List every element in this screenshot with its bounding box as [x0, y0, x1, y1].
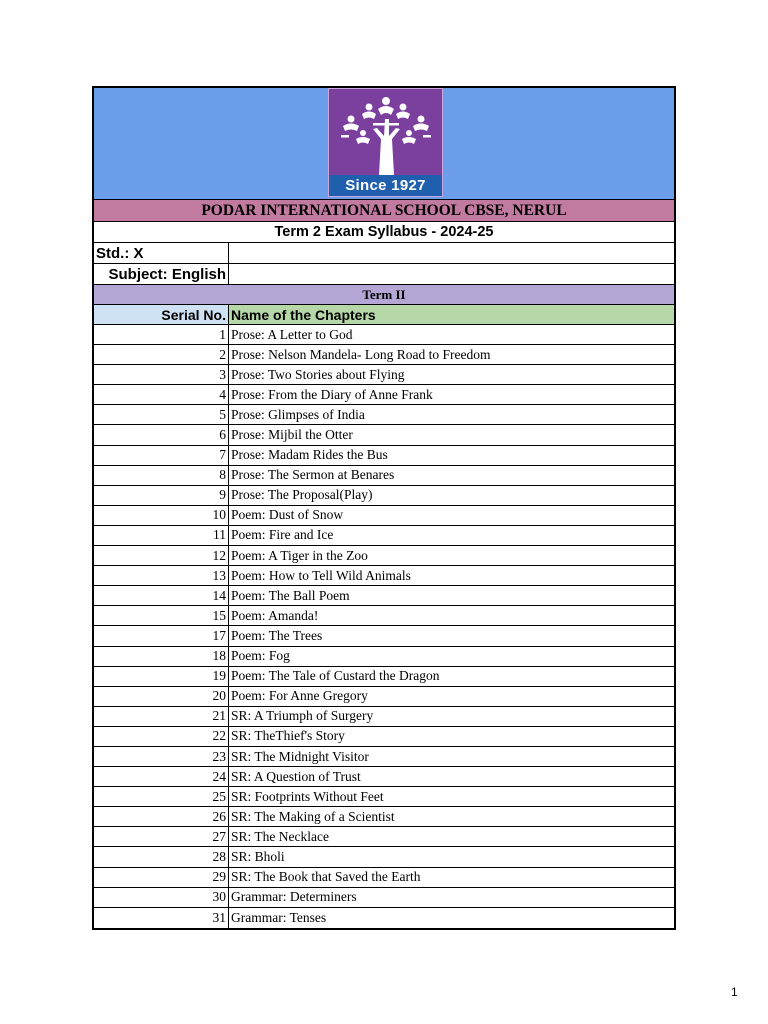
chapter-name: Prose: Mijbil the Otter: [231, 427, 353, 443]
chapter-name: SR: Bholi: [231, 848, 285, 864]
serial-number: 22: [94, 727, 229, 746]
chapter-name: Prose: The Proposal(Play): [231, 487, 373, 503]
serial-number: 15: [94, 606, 229, 625]
serial-number: 7: [94, 446, 229, 465]
serial-number: 2: [94, 345, 229, 364]
table-row: [94, 787, 674, 807]
table-row: [94, 446, 674, 466]
table-row: [94, 385, 674, 405]
serial-number: 14: [94, 586, 229, 605]
syllabus-sheet: [92, 86, 676, 930]
table-row: [94, 807, 674, 827]
table-row: [94, 546, 674, 566]
chapter-name: Prose: The Sermon at Benares: [231, 467, 395, 483]
table-row: [94, 586, 674, 606]
serial-number: 25: [94, 787, 229, 806]
table-row: [94, 687, 674, 707]
chapter-name: Poem: For Anne Gregory: [231, 688, 368, 704]
table-row: [94, 827, 674, 847]
table-row: [94, 526, 674, 546]
serial-number: 20: [94, 687, 229, 706]
serial-number: 1: [94, 325, 229, 344]
chapter-name: Prose: Two Stories about Flying: [231, 366, 405, 382]
chapter-name: Grammar: Determiners: [231, 889, 357, 905]
chapter-name: SR: A Triumph of Surgery: [231, 708, 374, 724]
chapter-name: SR: Footprints Without Feet: [231, 788, 384, 804]
serial-number: 30: [94, 888, 229, 907]
serial-number: 17: [94, 626, 229, 645]
subject-label: Subject: English: [94, 264, 229, 284]
page-number: 1: [731, 985, 738, 999]
serial-number: 4: [94, 385, 229, 404]
serial-number: 9: [94, 486, 229, 505]
table-row: [94, 847, 674, 867]
serial-number: 31: [94, 908, 229, 928]
table-row: [94, 606, 674, 626]
serial-number: 21: [94, 707, 229, 726]
chapter-name: Poem: The Tale of Custard the Dragon: [231, 668, 440, 684]
serial-number: 13: [94, 566, 229, 585]
table-row: [94, 647, 674, 667]
chapter-name: Prose: Madam Rides the Bus: [231, 447, 388, 463]
serial-number: 27: [94, 827, 229, 846]
table-row: [94, 667, 674, 687]
serial-number: 28: [94, 847, 229, 866]
chapter-name: Prose: Nelson Mandela- Long Road to Freedom: [231, 346, 491, 362]
table-row: [94, 566, 674, 586]
chapter-name: SR: The Midnight Visitor: [231, 748, 369, 764]
chapter-name: Poem: How to Tell Wild Animals: [231, 567, 411, 583]
table-row: [94, 365, 674, 385]
chapter-name: Poem: Dust of Snow: [231, 507, 344, 523]
subject-row: [94, 264, 674, 285]
std-value-cell: [229, 243, 674, 263]
serial-number: 6: [94, 425, 229, 444]
chapter-name: Poem: Fog: [231, 648, 290, 664]
chapter-name: SR: The Necklace: [231, 828, 329, 844]
table-row: [94, 486, 674, 506]
chapter-name: SR: The Book that Saved the Earth: [231, 869, 421, 885]
chapter-list: [94, 325, 674, 928]
table-row: [94, 707, 674, 727]
table-row: [94, 405, 674, 425]
chapter-name: Poem: Amanda!: [231, 607, 319, 623]
table-row: [94, 626, 674, 646]
chapter-name: Prose: From the Diary of Anne Frank: [231, 386, 433, 402]
logo-tagline: Since 1927: [329, 175, 442, 196]
table-row: [94, 908, 674, 928]
serial-number: 23: [94, 747, 229, 766]
serial-number: 5: [94, 405, 229, 424]
table-row: [94, 727, 674, 747]
chapter-name: Poem: The Ball Poem: [231, 587, 350, 603]
chapter-name: SR: TheThief's Story: [231, 728, 345, 744]
serial-number: 29: [94, 868, 229, 887]
serial-number: 26: [94, 807, 229, 826]
table-row: [94, 767, 674, 787]
serial-number: 24: [94, 767, 229, 786]
serial-number: 12: [94, 546, 229, 565]
chapter-name: Poem: The Trees: [231, 627, 323, 643]
serial-header: Serial No.: [94, 305, 229, 324]
table-row: [94, 506, 674, 526]
chapter-name: SR: The Making of a Scientist: [231, 808, 395, 824]
table-row: [94, 345, 674, 365]
subject-value-cell: [229, 264, 674, 284]
tree-of-children-icon: [329, 89, 442, 175]
chapter-name: Grammar: Tenses: [231, 909, 327, 925]
chapter-name: Poem: A Tiger in the Zoo: [231, 547, 368, 563]
table-row: [94, 888, 674, 908]
serial-number: 18: [94, 647, 229, 666]
school-logo: [328, 88, 443, 197]
logo-banner: [94, 88, 674, 200]
chapter-name: SR: A Question of Trust: [231, 768, 361, 784]
table-row: [94, 466, 674, 486]
std-label: Std.: X: [94, 243, 229, 263]
table-row: [94, 325, 674, 345]
table-header: [94, 305, 674, 325]
serial-number: 11: [94, 526, 229, 545]
chapter-name: Poem: Fire and Ice: [231, 527, 334, 543]
serial-number: 19: [94, 667, 229, 686]
serial-number: 8: [94, 466, 229, 485]
serial-number: 10: [94, 506, 229, 525]
table-row: [94, 425, 674, 445]
serial-number: 3: [94, 365, 229, 384]
term-label: Term II: [94, 285, 674, 305]
std-row: [94, 243, 674, 264]
table-row: [94, 868, 674, 888]
table-row: [94, 747, 674, 767]
school-name: PODAR INTERNATIONAL SCHOOL CBSE, NERUL: [94, 200, 674, 222]
chapter-name: Prose: A Letter to God: [231, 326, 353, 342]
chapter-header: Name of the Chapters: [229, 305, 674, 324]
chapter-name: Prose: Glimpses of India: [231, 406, 365, 422]
exam-title: Term 2 Exam Syllabus - 2024-25: [94, 222, 674, 243]
